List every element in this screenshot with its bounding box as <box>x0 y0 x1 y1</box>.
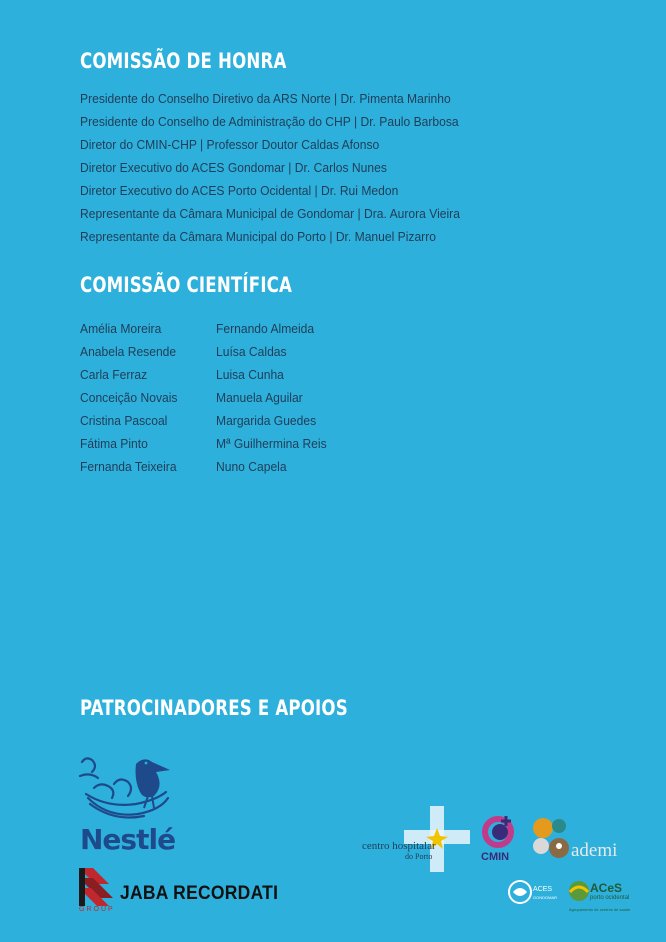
jaba-recordati-mark <box>79 868 115 906</box>
cientifica-member: Carla Ferraz <box>80 367 148 382</box>
cientifica-member: Anabela Resende <box>80 344 177 359</box>
jaba-group-text: GROUP <box>79 906 115 913</box>
cientifica-column-2 <box>216 317 335 478</box>
nestle-logo-text: Nestlé <box>80 823 176 856</box>
cientifica-member: Conceição Novais <box>80 390 178 405</box>
honra-member: Diretor Executivo do ACES Porto Ocidental | Dr. Rui Medon <box>80 183 399 198</box>
honra-member: Representante da Câmara Municipal do Porto | Dr. Manuel Pizarro <box>80 229 436 244</box>
cientifica-member: Fernanda Teixeira <box>80 459 177 474</box>
ademi-logo-text: ademi <box>571 840 618 861</box>
aces-gondomar-logo-text: ACES GONDOMAR <box>533 886 557 900</box>
ademi-logo-mark <box>531 816 573 862</box>
honra-member: Diretor Executivo do ACES Gondomar | Dr. Carlos Nunes <box>80 160 387 175</box>
patrocinadores-heading: PATROCINADORES E APOIOS <box>80 696 348 720</box>
chp-logo-subtext: do Porto <box>405 852 433 861</box>
cmin-logo-text: CMIN <box>481 851 510 863</box>
cientifica-member: Cristina Pascoal <box>80 413 168 428</box>
chp-logo-text: centro hospitalar <box>362 840 436 852</box>
cientifica-member: Manuela Aguilar <box>216 390 303 405</box>
nestle-nest-logo <box>78 754 176 822</box>
aces-gondomar-logo-mark <box>508 880 532 904</box>
cientifica-member: Nuno Capela <box>216 459 287 474</box>
cientifica-member: Margarida Guedes <box>216 413 317 428</box>
honra-member: Presidente do Conselho de Administração do CHP | Dr. Paulo Barbosa <box>80 114 459 129</box>
cientifica-member: Fátima Pinto <box>80 436 148 451</box>
cientifica-member: Mª Guilhermina Reis <box>216 436 327 451</box>
cmin-logo-mark <box>482 814 518 848</box>
honra-member: Diretor do CMIN-CHP | Professor Doutor Caldas Afonso <box>80 137 380 152</box>
honra-member: Presidente do Conselho Diretivo da ARS Norte | Dr. Pimenta Marinho <box>80 91 451 106</box>
honra-member: Representante da Câmara Municipal de Gondomar | Dra. Aurora Vieira <box>80 206 460 221</box>
aces-porto-logo-text: ACeS <box>590 881 623 895</box>
cientifica-column-1 <box>80 317 185 478</box>
aces-porto-logo-subtext: porto ocidental <box>590 895 630 901</box>
cientifica-member: Amélia Moreira <box>80 321 162 336</box>
aces-porto-logo-foot: Agrupamento de centros de saúde <box>569 907 631 912</box>
cientifica-member: Luisa Cunha <box>216 367 284 382</box>
chp-cross-logo <box>404 806 470 872</box>
aces-porto-logo-mark <box>568 880 590 902</box>
cientifica-member: Fernando Almeida <box>216 321 315 336</box>
cientifica-heading: COMISSÃO CIENTÍFICA <box>80 273 293 297</box>
honra-heading: COMISSÃO DE HONRA <box>80 49 287 73</box>
cientifica-member: Luísa Caldas <box>216 344 287 359</box>
jaba-recordati-logo-text: JABA RECORDATI <box>120 883 279 904</box>
honra-list <box>80 87 489 248</box>
